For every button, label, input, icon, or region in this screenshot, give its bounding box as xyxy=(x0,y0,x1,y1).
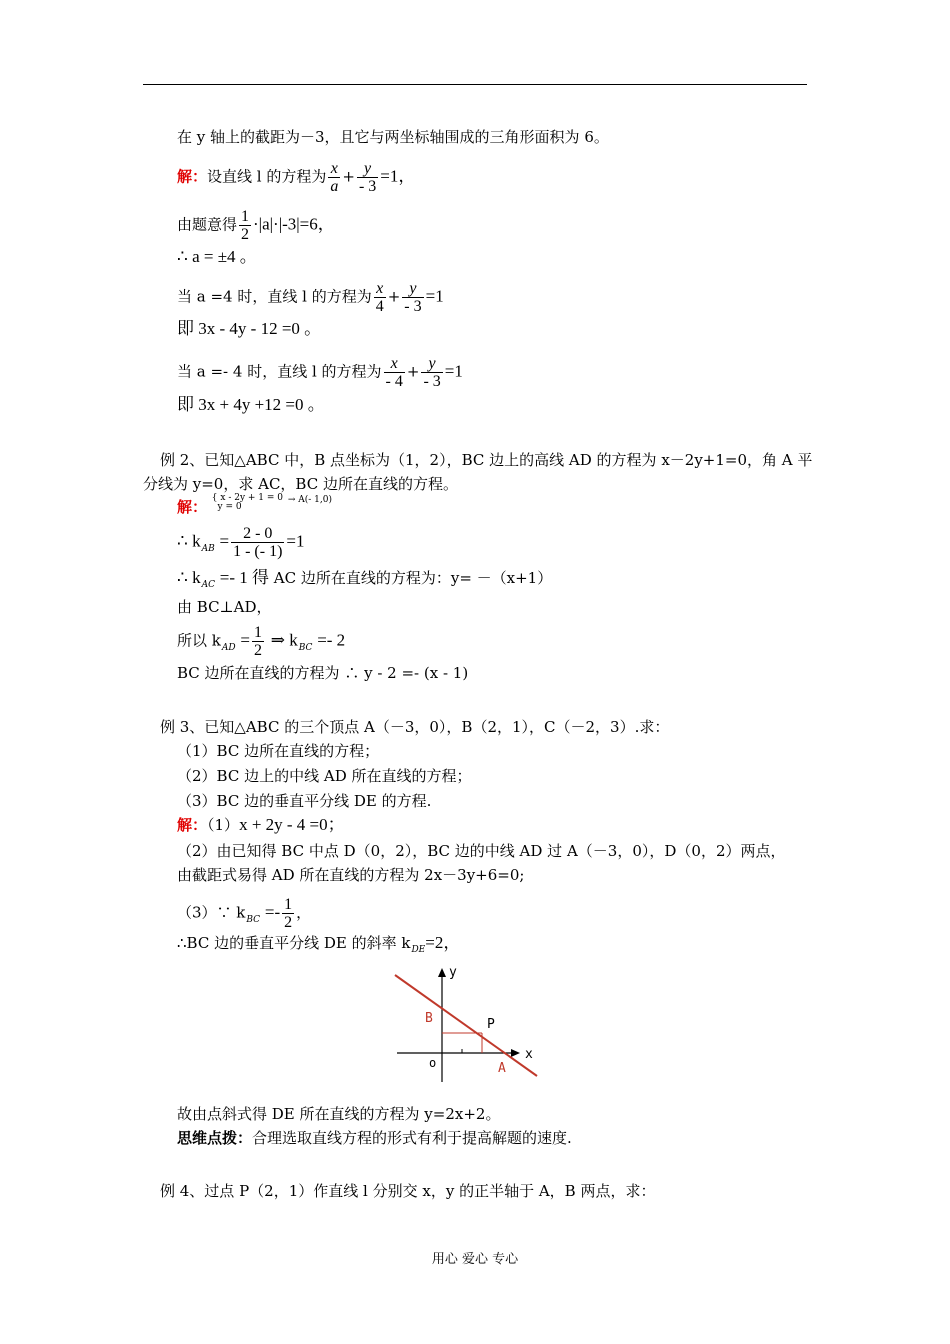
coordinate-figure xyxy=(385,960,555,1085)
fraction: $\frac{x}{a}$ xyxy=(330,160,339,195)
ex1-line4: ∴ a = ±4 。 xyxy=(177,247,257,266)
ex2-line1: 例 2、已知△ABC 中，B 点坐标为（1，2），BC 边上的高线 AD 的方程为 x－2y+1=0，角 A 平 xyxy=(160,451,813,469)
label-x: x xyxy=(525,1047,533,1062)
ex2-line2: 分线为 y=0，求 AC，BC 边所在直线的方程。 xyxy=(143,475,458,493)
ex3-q1: （1）BC 边所在直线的方程； xyxy=(177,742,380,760)
ex3-q3: （3）BC 边的垂直平分线 DE 的方程. xyxy=(177,792,432,810)
ex1-line8: 即 3x + 4y +12 =0 。 xyxy=(177,395,325,414)
ex2-kac-line: ∴ $k_{AC} =- 1$ 得 AC 边所在直线的方程为：y= －（x+1） xyxy=(177,568,553,590)
fraction: $\frac{x}{4}$ xyxy=(375,280,384,315)
ex1-line7: 当 a =- 4 时，直线 l 的方程为 $\frac{x}{- 4}$ + $\frac{y}{- 3}$ =1 xyxy=(177,355,463,390)
ex1-line3: 由题意得 $\frac{1}{2}$ ·|a|·|-3|=6， xyxy=(177,208,335,243)
ex3-line1: 例 3、已知△ABC 的三个顶点 A（－3，0），B（2，1），C（－2，3）.求： xyxy=(160,718,670,736)
ex3-conclusion: 故由点斜式得 DE 所在直线的方程为 y=2x+2。 xyxy=(177,1105,501,1123)
ex2-solution-line: 解： { x - 2y + 1 = 0 y = 0 $^{\to A(- 1,0)}$ xyxy=(177,493,332,516)
fraction: $\frac{1}{2}$ xyxy=(241,208,250,243)
ex3-tip: 思维点拨：合理选取直线方程的形式有利于提高解题的速度. xyxy=(177,1129,572,1147)
y-axis-arrow xyxy=(438,968,446,977)
solution-label: 解： xyxy=(177,167,208,186)
label-O: o xyxy=(429,1056,437,1070)
x-axis-arrow xyxy=(511,1049,520,1057)
fraction: $\frac{x}{- 4}$ xyxy=(385,355,403,390)
ex1-line5: 当 a =4 时，直线 l 的方程为 $\frac{x}{4}$ + $\frac{y}{- 3}$ =1 xyxy=(177,280,444,315)
fraction: $\frac{y}{- 3}$ xyxy=(358,160,377,195)
label-A: A xyxy=(498,1061,506,1076)
fraction: $\frac{2 - 0}{1 - (- 1)}$ xyxy=(233,525,283,560)
ex3-a2a: （2）由已知得 BC 中点 D（0，2），BC 边的中线 AD 过 A（－3，0），D（0，2）两点， xyxy=(177,842,786,860)
ex2-bc-line: BC 边所在直线的方程为 ∴ y - 2 =- (x - 1) xyxy=(177,664,469,682)
ex2-kad-line: 所以 $k_{AD}$ = $\frac{1}{2}$ ⇒ $k_{BC} =- 2$ xyxy=(177,624,346,659)
equation-system: { x - 2y + 1 = 0 y = 0 xyxy=(211,493,284,512)
ex1-line6: 即 3x - 4y - 12 =0 。 xyxy=(177,319,322,338)
ex1-line1: 在 y 轴上的截距为－3，且它与两坐标轴围成的三角形面积为 6。 xyxy=(177,128,609,146)
ex3-a4: ∴BC 边的垂直平分线 DE 的斜率 $k_{DE}=2$， xyxy=(177,933,461,955)
fraction: $\frac{1}{2}$ xyxy=(253,624,262,659)
fraction: $\frac{y}{- 3}$ xyxy=(404,280,422,315)
ex2-kab-line: ∴ $k_{AB}$ = $\frac{2 - 0}{1 - (- 1)}$ =1 xyxy=(177,525,305,560)
ex4-line1: 例 4、过点 P（2，1）作直线 l 分别交 x，y 的正半轴于 A，B 两点，求： xyxy=(160,1182,656,1200)
solution-label: 解： xyxy=(177,498,208,516)
ex3-a3: （3）∵ $k_{BC}$ =- $\frac{1}{2}$ ， xyxy=(177,896,312,931)
line-l xyxy=(395,975,537,1076)
ex1-solution-line: 解：设直线 l 的方程为 $\frac{x}{a}$ + $\frac{y}{- 3}$ =1， xyxy=(177,160,416,195)
tip-label: 思维点拨： xyxy=(177,1129,253,1147)
solution-label: 解： xyxy=(177,816,208,834)
page-footer: 用心 爱心 专心 xyxy=(431,1252,519,1267)
ex3-a2b: 由截距式易得 AD 所在直线的方程为 2x－3y+6=0; xyxy=(177,866,525,884)
ex3-a1: 解：（1）x + 2y - 4 =0； xyxy=(177,815,345,834)
label-y: y xyxy=(449,965,457,980)
label-P: P xyxy=(487,1017,495,1032)
ex2-perp-line: 由 BC⊥AD， xyxy=(177,598,272,616)
label-B: B xyxy=(425,1011,433,1026)
fraction: $\frac{1}{2}$ xyxy=(284,896,293,931)
fraction: $\frac{y}{- 3}$ xyxy=(423,355,441,390)
header-rule xyxy=(143,84,807,85)
ex3-q2: （2）BC 边上的中线 AD 所在直线的方程； xyxy=(177,767,472,785)
